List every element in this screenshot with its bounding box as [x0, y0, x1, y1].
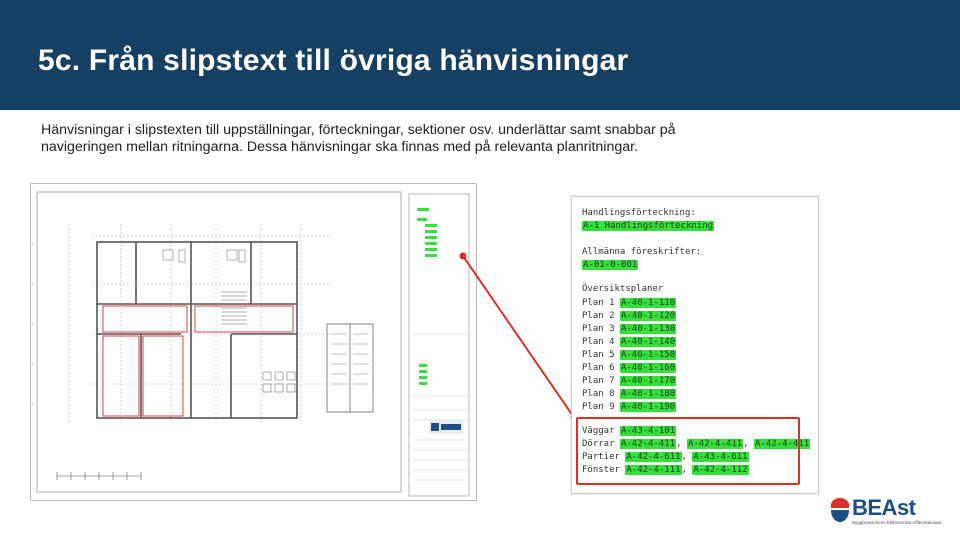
plan-ref[interactable]: A-40-1-160	[620, 363, 676, 373]
plan-row	[582, 388, 676, 400]
dorrar-ref[interactable]: A-42-4-411	[687, 439, 743, 449]
logo-tagline: Byggbranschens Elektroniska Affärsstandard	[852, 520, 942, 525]
plan-row	[582, 297, 676, 309]
partier-ref[interactable]: A-42-4-611	[626, 452, 681, 462]
ref-row-dorrar: Dörrar A-42-4-411, A-42-4-411, A-42-4-411	[582, 439, 810, 449]
plan-row	[582, 349, 676, 361]
plan-ref[interactable]: A-40-1-190	[620, 402, 676, 412]
dorrar-ref[interactable]: A-42-4-411	[620, 439, 676, 449]
plan-label: Plan 7	[582, 376, 615, 386]
fonster-ref[interactable]: A-42-4-111	[626, 465, 681, 475]
plan-ref[interactable]: A-40-1-170	[620, 376, 676, 386]
ref-row-partier: Partier A-42-4-611, A-43-4-611	[582, 452, 748, 462]
plan-ref[interactable]: A-40-1-120	[620, 311, 676, 321]
beast-logo	[828, 494, 942, 530]
vaggar-ref[interactable]: A-43-4-101	[620, 426, 676, 436]
plan-ref[interactable]: A-40-1-140	[620, 337, 676, 347]
oversikt-heading: Översiktsplaner	[582, 284, 664, 294]
plan-label: Plan 5	[582, 350, 615, 360]
plan-ref[interactable]: A-40-1-130	[620, 324, 676, 334]
handlings-ref[interactable]: A-1 Handlingsförteckning	[583, 221, 714, 231]
plan-ref[interactable]: A-40-1-180	[620, 389, 676, 399]
plan-ref[interactable]: A-40-1-150	[620, 350, 676, 360]
plan-label: Plan 2	[582, 311, 615, 321]
logo-mark-icon	[828, 496, 852, 524]
handlings-heading: Handlingsförteckning:	[582, 208, 696, 218]
allmanna-ref[interactable]: A-01-0-001	[583, 260, 638, 270]
plan-label: Plan 3	[582, 324, 615, 334]
plan-row	[582, 336, 676, 348]
plan-label: Plan 9	[582, 402, 615, 412]
plan-label: Plan 1	[582, 298, 615, 308]
logo-name: BEAst	[852, 495, 916, 520]
plan-row	[582, 401, 676, 413]
partier-ref[interactable]: A-43-4-611	[693, 452, 748, 462]
highlight-callout-box	[576, 417, 800, 485]
fonster-ref[interactable]: A-42-4-112	[693, 465, 748, 475]
plan-row	[582, 310, 676, 322]
plan-row	[582, 375, 676, 387]
ref-row-vaggar: Väggar A-43-4-101	[582, 426, 676, 436]
body-line-2: navigeringen mellan ritningarna. Dessa hänvisningar ska finnas med på relevanta planritningar.	[41, 139, 639, 155]
allmanna-heading: Allmänna föreskrifter:	[582, 247, 702, 257]
slide-title: 5c. Från slipstext till övriga hänvisningar	[38, 44, 629, 77]
body-line-1: Hänvisningar i slipstexten till uppställningar, förteckningar, sektioner osv. underlättar samt snabbar på	[41, 122, 676, 138]
plan-label: Plan 6	[582, 363, 615, 373]
plan-row	[582, 362, 676, 374]
plan-ref[interactable]: A-40-1-110	[620, 298, 676, 308]
dorrar-ref[interactable]: A-42-4-411	[755, 439, 810, 449]
plan-label: Plan 4	[582, 337, 615, 347]
plan-label: Plan 8	[582, 389, 615, 399]
ref-row-fonster: Fönster A-42-4-111, A-42-4-112	[582, 465, 748, 475]
plan-row	[582, 323, 676, 335]
